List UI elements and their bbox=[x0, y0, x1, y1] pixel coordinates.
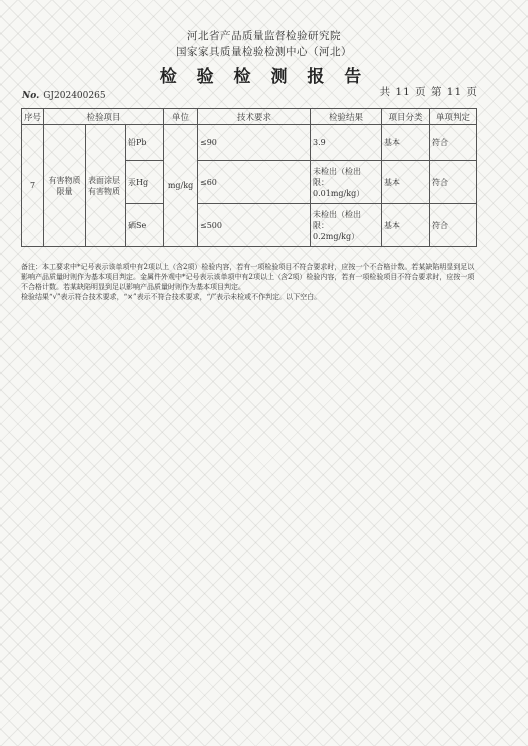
category-cell: 基本 bbox=[382, 161, 430, 204]
category-cell: 基本 bbox=[382, 125, 430, 161]
result-cell: 未检出（检出 限： 0.01mg/kg） bbox=[311, 161, 382, 204]
notes-legend: 检验结果“√”表示符合技术要求，“×”表示不符合技术要求，“/”表示未检或不作判定。以下空白。 bbox=[21, 293, 322, 301]
notes-section bbox=[21, 262, 476, 302]
verdict-cell: 符合 bbox=[430, 125, 477, 161]
header-unit: 单位 bbox=[164, 109, 198, 125]
report-number bbox=[22, 91, 106, 101]
category-cell: 基本 bbox=[382, 204, 430, 247]
result-cell: 未检出（检出 限： 0.2mg/kg） bbox=[311, 204, 382, 247]
result-table bbox=[21, 108, 477, 247]
unit-cell: mg/kg bbox=[164, 125, 198, 247]
requirement-cell: ≤500 bbox=[198, 204, 311, 247]
item-group-cell: 有害物质限量 bbox=[44, 125, 86, 247]
result-cell: 3.9 bbox=[311, 125, 382, 161]
table-header-row bbox=[22, 109, 477, 125]
report-number-label: No. bbox=[22, 91, 40, 101]
report-number-value: GJ202400265 bbox=[43, 91, 106, 101]
seq-cell: 7 bbox=[22, 125, 44, 247]
sub-group-cell: 表面涂层有害物质 bbox=[86, 125, 126, 247]
report-title: 检 验 检 测 报 告 bbox=[159, 67, 369, 87]
notes-remark: 备注：本工要求中*记号表示该单项中有2项以上（含2项）检验内容，若有一项检验项目不符合要求时，应按一个不合格计数。若某缺陷明显到足以影响产品质量时则作为基本项目判定。金属件外观中*记号表示该单项中有2项以上（含2项）检验内容，若有一项检验项目不符合要求时，应按一项不合格计数。若某缺陷明显到足以影响产品质量时则作为基本项目判定。 bbox=[21, 263, 475, 291]
header-seq: 序号 bbox=[22, 109, 44, 125]
center-name: 国家家具质量检验检测中心（河北） bbox=[176, 46, 352, 58]
header-result: 检验结果 bbox=[311, 109, 382, 125]
verdict-cell: 符合 bbox=[430, 204, 477, 247]
header-requirement: 技术要求 bbox=[198, 109, 311, 125]
header-verdict: 单项判定 bbox=[430, 109, 477, 125]
institute-name: 河北省产品质量监督检验研究院 bbox=[187, 30, 341, 42]
item-name-cell: 铅Pb bbox=[126, 125, 164, 161]
page-info: 共 11 页 第 11 页 bbox=[379, 86, 478, 98]
header-item: 检验项目 bbox=[44, 109, 164, 125]
item-name-cell: 硒Se bbox=[126, 204, 164, 247]
item-name-cell: 汞Hg bbox=[126, 161, 164, 204]
requirement-cell: ≤60 bbox=[198, 161, 311, 204]
verdict-cell: 符合 bbox=[430, 161, 477, 204]
requirement-cell: ≤90 bbox=[198, 125, 311, 161]
header-category: 项目分类 bbox=[382, 109, 430, 125]
table-row bbox=[22, 125, 477, 161]
